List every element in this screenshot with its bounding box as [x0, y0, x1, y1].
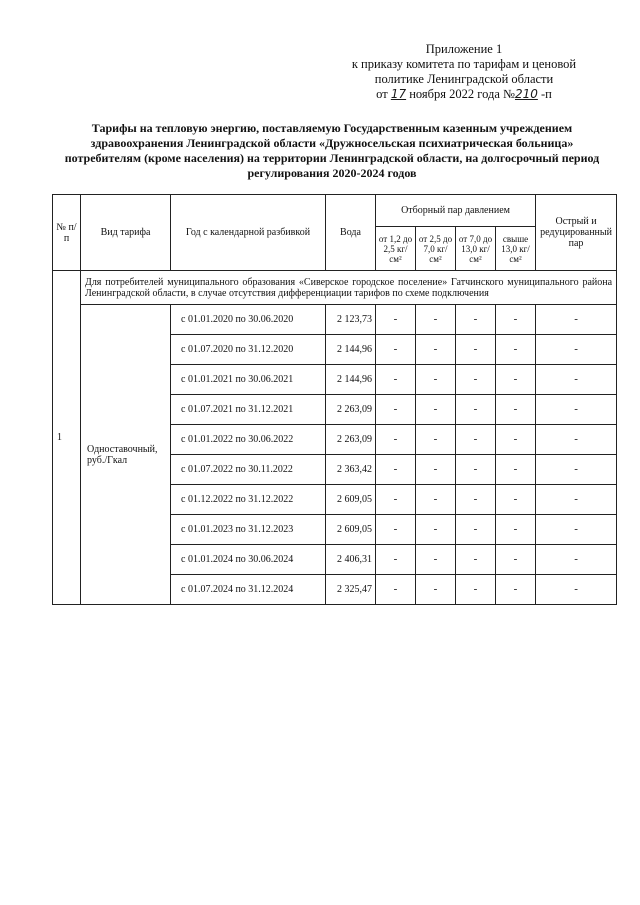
- steam-cell: -: [376, 575, 416, 605]
- sharp-steam-cell: -: [536, 545, 617, 575]
- appendix-header: [330, 42, 598, 102]
- sharp-steam-cell: -: [536, 335, 617, 365]
- steam-cell: -: [416, 335, 456, 365]
- period-cell: с 01.01.2020 по 30.06.2020: [171, 305, 326, 335]
- sharp-steam-cell: -: [536, 515, 617, 545]
- steam-cell: -: [416, 455, 456, 485]
- header-water: Вода: [326, 195, 376, 271]
- steam-cell: -: [456, 335, 496, 365]
- water-cell: 2 123,73: [326, 305, 376, 335]
- steam-cell: -: [456, 545, 496, 575]
- steam-cell: -: [416, 515, 456, 545]
- tariff-type-cell: Одноставочный, руб./Гкал: [81, 305, 171, 605]
- table-row: [53, 305, 617, 335]
- period-cell: с 01.01.2021 по 30.06.2021: [171, 365, 326, 395]
- sharp-steam-cell: -: [536, 305, 617, 335]
- steam-cell: -: [496, 395, 536, 425]
- period-cell: с 01.07.2021 по 31.12.2021: [171, 395, 326, 425]
- tariff-table: [52, 194, 617, 605]
- steam-cell: -: [456, 395, 496, 425]
- steam-cell: -: [416, 545, 456, 575]
- header-steam-1: от 1,2 до 2,5 кг/см²: [376, 227, 416, 271]
- water-cell: 2 363,42: [326, 455, 376, 485]
- period-cell: с 01.12.2022 по 31.12.2022: [171, 485, 326, 515]
- steam-cell: -: [416, 365, 456, 395]
- date-prefix: от: [376, 87, 388, 101]
- sharp-steam-cell: -: [536, 425, 617, 455]
- sharp-steam-cell: -: [536, 575, 617, 605]
- water-cell: 2 144,96: [326, 335, 376, 365]
- steam-cell: -: [496, 335, 536, 365]
- steam-cell: -: [496, 515, 536, 545]
- sharp-steam-cell: -: [536, 365, 617, 395]
- appendix-line1: Приложение 1: [425, 42, 503, 56]
- document-title: Тарифы на тепловую энергию, поставляемую Государственным казенным учреждением здравоохранения Ленинградской области «Дружносельская психиатрическая больница» потребителям (кроме населения) на территории Ленинградской области, на долгосрочный период регулирования 2020-2024 годов: [64, 121, 600, 180]
- period-cell: с 01.01.2023 по 31.12.2023: [171, 515, 326, 545]
- header-sharp-steam: Острый и редуцированный пар: [536, 195, 617, 271]
- handwritten-order-number: 210: [514, 87, 538, 101]
- header-steam-4: свыше 13,0 кг/см²: [496, 227, 536, 271]
- steam-cell: -: [376, 545, 416, 575]
- header-steam-2: от 2,5 до 7,0 кг/см²: [416, 227, 456, 271]
- order-suffix: -п: [541, 87, 552, 101]
- period-cell: с 01.07.2022 по 30.11.2022: [171, 455, 326, 485]
- steam-cell: -: [496, 485, 536, 515]
- appendix-line3: политике Ленинградской области: [374, 72, 554, 86]
- steam-cell: -: [416, 305, 456, 335]
- header-tariff-type: Вид тарифа: [81, 195, 171, 271]
- steam-cell: -: [376, 365, 416, 395]
- steam-cell: -: [416, 575, 456, 605]
- water-cell: 2 609,05: [326, 485, 376, 515]
- water-cell: 2 325,47: [326, 575, 376, 605]
- header-steam-group: Отборный пар давлением: [376, 195, 536, 227]
- steam-cell: -: [496, 365, 536, 395]
- steam-cell: -: [416, 395, 456, 425]
- steam-cell: -: [496, 305, 536, 335]
- water-cell: 2 144,96: [326, 365, 376, 395]
- water-cell: 2 263,09: [326, 395, 376, 425]
- steam-cell: -: [456, 485, 496, 515]
- consumer-description: Для потребителей муниципального образования «Сиверское городское поселение» Гатчинского муниципального района Ленинградской области, в случае отсутствия дифференциации тарифов по схеме подключения: [81, 271, 617, 305]
- steam-cell: -: [456, 515, 496, 545]
- period-cell: с 01.01.2024 по 30.06.2024: [171, 545, 326, 575]
- steam-cell: -: [376, 395, 416, 425]
- steam-cell: -: [376, 305, 416, 335]
- steam-cell: -: [376, 335, 416, 365]
- date-month-year: ноября 2022 года №: [409, 87, 515, 101]
- steam-cell: -: [376, 425, 416, 455]
- sharp-steam-cell: -: [536, 455, 617, 485]
- steam-cell: -: [496, 425, 536, 455]
- appendix-date-line: [330, 87, 598, 102]
- period-cell: с 01.01.2022 по 30.06.2022: [171, 425, 326, 455]
- appendix-line2: к приказу комитета по тарифам и ценовой: [351, 57, 577, 71]
- steam-cell: -: [416, 485, 456, 515]
- sharp-steam-cell: -: [536, 395, 617, 425]
- steam-cell: -: [496, 575, 536, 605]
- header-num: № п/п: [53, 195, 81, 271]
- water-cell: 2 609,05: [326, 515, 376, 545]
- steam-cell: -: [496, 545, 536, 575]
- water-cell: 2 406,31: [326, 545, 376, 575]
- row-number: 1: [53, 271, 81, 605]
- steam-cell: -: [376, 455, 416, 485]
- water-cell: 2 263,09: [326, 425, 376, 455]
- period-cell: с 01.07.2024 по 31.12.2024: [171, 575, 326, 605]
- header-year: Год с календарной разбивкой: [171, 195, 326, 271]
- steam-cell: -: [456, 305, 496, 335]
- handwritten-day: 17: [390, 87, 407, 101]
- period-cell: с 01.07.2020 по 31.12.2020: [171, 335, 326, 365]
- steam-cell: -: [416, 425, 456, 455]
- header-steam-3: от 7,0 до 13,0 кг/см²: [456, 227, 496, 271]
- steam-cell: -: [376, 515, 416, 545]
- steam-cell: -: [456, 575, 496, 605]
- steam-cell: -: [496, 455, 536, 485]
- steam-cell: -: [456, 365, 496, 395]
- sharp-steam-cell: -: [536, 485, 617, 515]
- steam-cell: -: [376, 485, 416, 515]
- steam-cell: -: [456, 425, 496, 455]
- steam-cell: -: [456, 455, 496, 485]
